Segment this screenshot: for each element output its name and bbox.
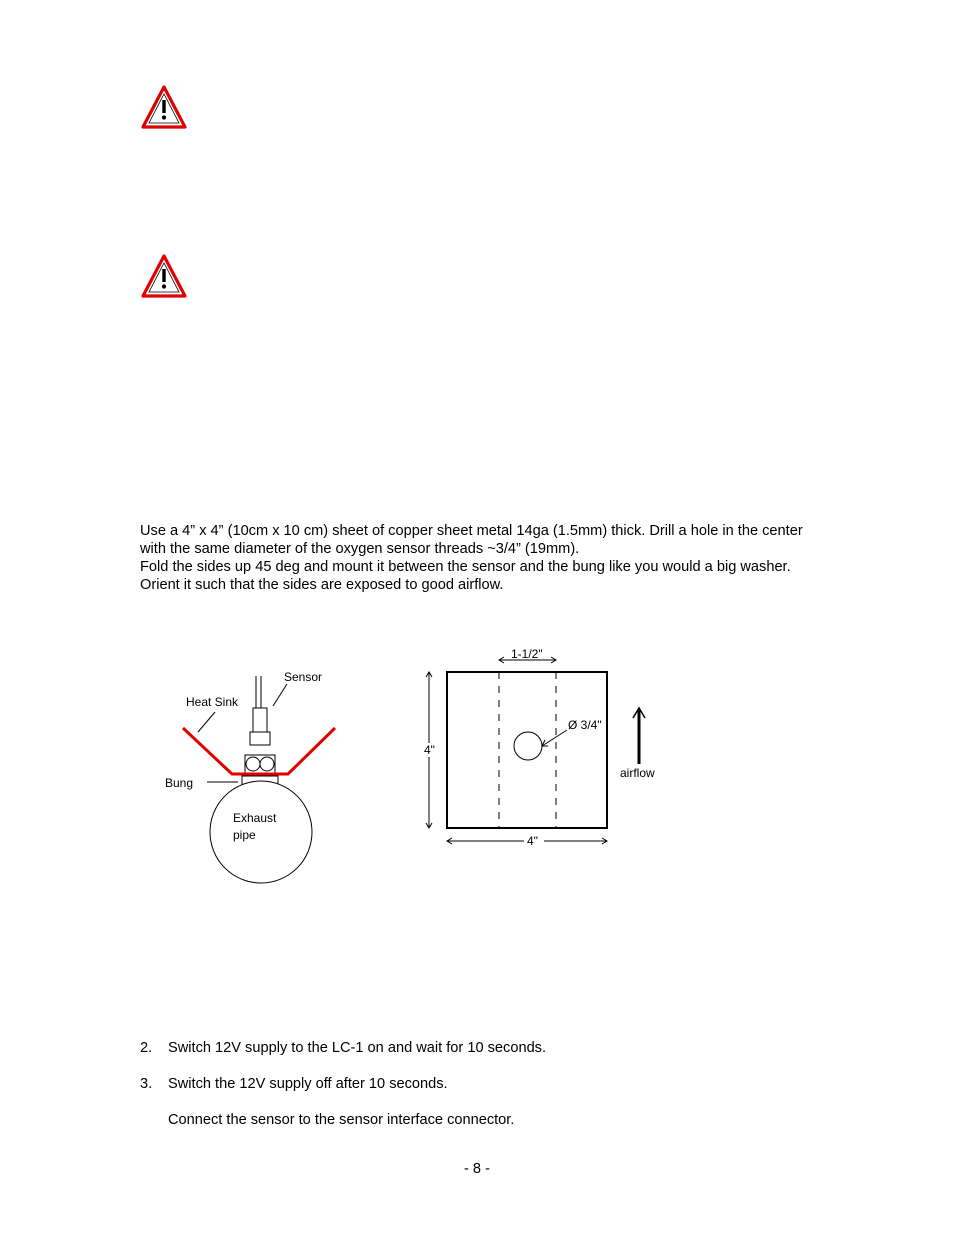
sensor-body — [253, 708, 267, 732]
step-number: 2. — [140, 1040, 153, 1056]
instruction-line-1: Use a 4” x 4” (10cm x 10 cm) sheet of copper sheet metal 14ga (1.5mm) thick. Drill a hole in the center with the same diameter of the oxygen sensor threads ~3/4” (19mm). — [140, 523, 803, 557]
height-label: 4" — [424, 743, 435, 757]
heat-sink-instructions — [140, 522, 820, 594]
sensor-label: Sensor — [284, 670, 323, 684]
bottom-width-label: 4" — [527, 834, 538, 848]
step-number: 3. — [140, 1076, 153, 1092]
heat-sink-dimension-diagram — [410, 640, 680, 855]
instruction-line-2: Fold the sides up 45 deg and mount it between the sensor and the bung like you would a big washer. Orient it such that the sides are exposed to good airflow. — [140, 559, 791, 593]
bung-label: Bung — [165, 776, 194, 790]
warning-triangle-icon — [140, 84, 188, 130]
heat-sink-mounting-diagram — [150, 660, 350, 890]
airflow-label: airflow — [620, 766, 655, 780]
sensor-nut — [250, 732, 270, 745]
fold-width-label: 1-1/2" — [511, 647, 543, 661]
step-text: Switch 12V supply to the LC-1 on and wait for 10 seconds. — [168, 1040, 547, 1056]
pipe-label: pipe — [233, 828, 256, 842]
exhaust-label: Exhaust — [233, 811, 277, 825]
step-text: Switch the 12V supply off after 10 seconds. — [168, 1076, 448, 1092]
heat-sink-label: Heat Sink — [186, 695, 239, 709]
exhaust-pipe — [210, 781, 312, 883]
page-number: - 8 - — [464, 1161, 490, 1177]
hole-diameter-label: Ø 3/4" — [568, 718, 602, 732]
sensor-hole — [514, 732, 542, 760]
warning-triangle-icon — [140, 253, 188, 299]
connect-sensor-text: Connect the sensor to the sensor interface connector. — [168, 1112, 515, 1128]
